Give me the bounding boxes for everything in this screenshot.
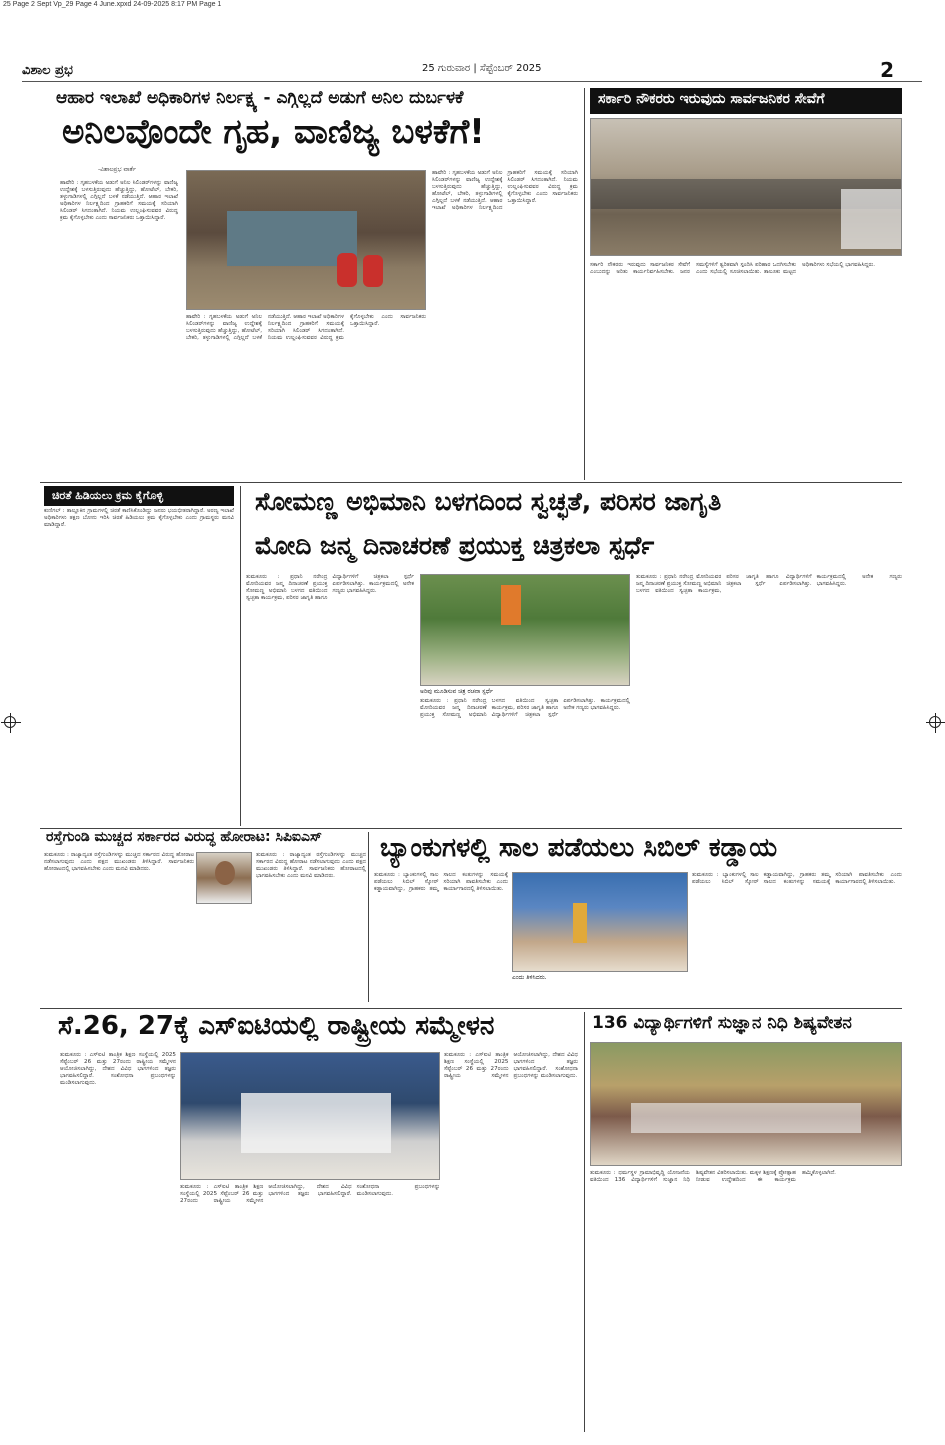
story-kicker: ಆಹಾರ ಇಲಾಖೆ ಅಧಿಕಾರಿಗಳ ನಿರ್ಲಕ್ಷ್ಯ - ಎಗ್ಗಿಲ್ಲದೆ ಅಡುಗೆ ಅನಿಲ ದುರ್ಬಳಕೆ: [56, 88, 464, 108]
story-body: ಸರ್ಕಾರಿ ನೌಕರರು ಇರುವುದು ಸಾರ್ವಜನಿಕರ ಸೇವೆಗೆ ಎಂಬುದನ್ನು ಅರಿತು ಕಾರ್ಯನಿರ್ವಹಿಸಬೇಕು. ಜನರ ಸಮಸ್ಯೆಗಳಿಗೆ ತ್ವರಿತವಾಗಿ ಸ್ಪಂದಿಸಿ ಪರಿಹಾರ ಒದಗಿಸಬೇಕು ಎಂದು ಸಭೆಯಲ್ಲಿ ಸೂಚಿಸಲಾಯಿತು. ತಾಲೂಕು ಮಟ್ಟದ ಅಧಿಕಾರಿಗಳು ಸಭೆಯಲ್ಲಿ ಭಾಗವಹಿಸಿದ್ದರು.: [590, 262, 876, 276]
story-body: ತುಮಕೂರು : ಪ್ರಧಾನಿ ನರೇಂದ್ರ ಮೋದಿಯವರ ಜನ್ಮ ದಿನಾಚರಣೆ ಪ್ರಯುಕ್ತ ಸೋಮಣ್ಣ ಅಭಿಮಾನಿ ಬಳಗದ ವತಿಯಿಂದ ಸ್ವಚ್ಛತಾ ಕಾರ್ಯಕ್ರಮ, ಪರಿಸರ ಜಾಗೃತಿ ಹಾಗೂ ವಿದ್ಯಾರ್ಥಿಗಳಿಗೆ ಚಿತ್ರಕಲಾ ಸ್ಪರ್ಧೆ ಏರ್ಪಡಿಸಲಾಗಿತ್ತು. ಕಾರ್ಯಕ್ರಮದಲ್ಲಿ ಅನೇಕ ಗಣ್ಯರು ಭಾಗವಹಿಸಿದ್ದರು.: [246, 574, 414, 602]
story-headline: ಸೆ.26, 27ಕ್ಕೆ ಎಸ್‌ಐಟಿಯಲ್ಲಿ ರಾಷ್ಟ್ರೀಯ ಸಮ್ಮೇಳನ: [58, 1011, 495, 1041]
story-body-continued: ತುಮಕೂರು : ರಾಜ್ಯಾದ್ಯಂತ ರಸ್ತೆಗುಂಡಿಗಳನ್ನು ಮುಚ್ಚದ ಸರ್ಕಾರದ ವಿರುದ್ಧ ಹೋರಾಟ ನಡೆಸಲಾಗುವುದು ಎಂದು ಪಕ್ಷದ ಮುಖಂಡರು ತಿಳಿಸಿದ್ದಾರೆ. ಸಾರ್ವಜನಿಕರು ಹೋರಾಟದಲ್ಲಿ ಭಾಗವಹಿಸಬೇಕು ಎಂದು ಮನವಿ ಮಾಡಿದರು.: [256, 852, 366, 880]
drawing-contest-photo: [420, 574, 630, 686]
photo-caption: ಅರಿವು ಮೂಡಿಸುವ ಚಿತ್ರ ರಚನಾ ಸ್ಪರ್ಧೆ: [420, 688, 493, 695]
scholarship-group-photo: [590, 1042, 902, 1166]
story-body: ತುಮಕೂರು : ಧರ್ಮಸ್ಥಳ ಗ್ರಾಮಾಭಿವೃದ್ಧಿ ಯೋಜನೆಯ ವತಿಯಿಂದ 136 ವಿದ್ಯಾರ್ಥಿಗಳಿಗೆ ಸುಜ್ಞಾನ ನಿಧಿ ಶಿಷ್ಯವೇತನ ವಿತರಿಸಲಾಯಿತು. ಮಕ್ಕಳ ಶಿಕ್ಷಣಕ್ಕೆ ಪ್ರೋತ್ಸಾಹ ನೀಡುವ ಉದ್ದೇಶದಿಂದ ಈ ಕಾರ್ಯಕ್ರಮ ಹಮ್ಮಿಕೊಳ್ಳಲಾಗಿದೆ.: [590, 1170, 836, 1184]
story-byline: -ವಿಶಾಲಪ್ರಭ ವಾರ್ತೆ: [98, 166, 136, 173]
story-headline: ರಸ್ತೆಗುಂಡಿ ಮುಚ್ಚದ ಸರ್ಕಾರದ ವಿರುದ್ಧ ಹೋರಾಟ: ಸಿಪಿಐಎಸ್: [46, 829, 322, 845]
story-body-continued: ತುಮಕೂರು : ಪ್ರಧಾನಿ ನರೇಂದ್ರ ಮೋದಿಯವರ ಜನ್ಮ ದಿನಾಚರಣೆ ಪ್ರಯುಕ್ತ ಸೋಮಣ್ಣ ಅಭಿಮಾನಿ ಬಳಗದ ವತಿಯಿಂದ ಸ್ವಚ್ಛತಾ ಕಾರ್ಯಕ್ರಮ, ಪರಿಸರ ಜಾಗೃತಿ ಹಾಗೂ ವಿದ್ಯಾರ್ಥಿಗಳಿಗೆ ಚಿತ್ರಕಲಾ ಸ್ಪರ್ಧೆ ಏರ್ಪಡಿಸಲಾಗಿತ್ತು. ಕಾರ್ಯಕ್ರಮದಲ್ಲಿ ಅನೇಕ ಗಣ್ಯರು ಭಾಗವಹಿಸಿದ್ದರು.: [420, 698, 630, 719]
story-headline: ಬ್ಯಾಂಕುಗಳಲ್ಲಿ ಸಾಲ ಪಡೆಯಲು ಸಿಬಿಲ್ ಕಡ್ಡಾಯ: [380, 833, 778, 863]
story-banner: ಸರ್ಕಾರಿ ನೌಕರರು ಇರುವುದು ಸಾರ್ವಜನಿಕರ ಸೇವೆಗೆ: [590, 88, 902, 114]
story-headline-primary: ಸೋಮಣ್ಣ ಅಭಿಮಾನಿ ಬಳಗದಿಂದ ಸ್ವಚ್ಛತೆ, ಪರಿಸರ ಜಾಗೃತಿ: [255, 487, 722, 516]
paper-name: ವಿಶಾಲ ಪ್ರಭ: [22, 63, 73, 78]
speaker-portrait: [196, 852, 252, 904]
bank-workshop-photo: [512, 872, 688, 972]
story-body: ಹಾವೇರಿ : ಗೃಹಬಳಕೆಯ ಅಡುಗೆ ಅನಿಲ ಸಿಲಿಂಡರ್‌ಗಳನ್ನು ವಾಣಿಜ್ಯ ಉದ್ದೇಶಕ್ಕೆ ಬಳಸುತ್ತಿರುವುದು ಹೆಚ್ಚುತ್ತಿದ್ದು, ಹೋಟೆಲ್, ಬೇಕರಿ, ತಳ್ಳುಗಾಡಿಗಳಲ್ಲಿ ಎಗ್ಗಿಲ್ಲದೆ ಬಳಕೆ ನಡೆಯುತ್ತಿದೆ. ಆಹಾರ ಇಲಾಖೆ ಅಧಿಕಾರಿಗಳ ನಿರ್ಲಕ್ಷ್ಯದಿಂದ ಗ್ರಾಹಕರಿಗೆ ಸಮಯಕ್ಕೆ ಸರಿಯಾಗಿ ಸಿಲಿಂಡರ್ ಸಿಗದಂತಾಗಿದೆ. ನಿಯಮ ಉಲ್ಲಂಘಿಸುವವರ ವಿರುದ್ಧ ಕ್ರಮ ಕೈಗೊಳ್ಳಬೇಕು ಎಂದು ಸಾರ್ವಜನಿಕರು ಒತ್ತಾಯಿಸಿದ್ದಾರೆ.: [60, 180, 178, 222]
registration-mark: [4, 716, 16, 728]
issue-date: 25 ಗುರುವಾರ | ಸೆಪ್ಟೆಂಬರ್ 2025: [422, 63, 542, 74]
story-body-continued: ತುಮಕೂರು : ಎಸ್‌ಐಟಿ ತಾಂತ್ರಿಕ ಶಿಕ್ಷಣ ಸಂಸ್ಥೆಯಲ್ಲಿ 2025 ಸೆಪ್ಟೆಂಬರ್ 26 ಮತ್ತು 27ರಂದು ರಾಷ್ಟ್ರೀಯ ಸಮ್ಮೇಳನ ಆಯೋಜಿಸಲಾಗಿದ್ದು, ದೇಶದ ವಿವಿಧ ಭಾಗಗಳಿಂದ ತಜ್ಞರು ಭಾಗವಹಿಸಲಿದ್ದಾರೆ. ಸಂಶೋಧನಾ ಪ್ರಬಂಧಗಳನ್ನು ಮಂಡಿಸಲಾಗುವುದು.: [180, 1184, 440, 1205]
story-banner: 136 ವಿದ್ಯಾರ್ಥಿಗಳಿಗೆ ಸುಜ್ಞಾನ ನಿಧಿ ಶಿಷ್ಯವೇತನ: [592, 1013, 852, 1033]
story-headline: ಅನಿಲವೊಂದೇ ಗೃಹ, ವಾಣಿಜ್ಯ ಬಳಕೆಗೆ!: [62, 112, 485, 152]
story-body: ತುಮಕೂರು : ಎಸ್‌ಐಟಿ ತಾಂತ್ರಿಕ ಶಿಕ್ಷಣ ಸಂಸ್ಥೆಯಲ್ಲಿ 2025 ಸೆಪ್ಟೆಂಬರ್ 26 ಮತ್ತು 27ರಂದು ರಾಷ್ಟ್ರೀಯ ಸಮ್ಮೇಳನ ಆಯೋಜಿಸಲಾಗಿದ್ದು, ದೇಶದ ವಿವಿಧ ಭಾಗಗಳಿಂದ ತಜ್ಞರು ಭಾಗವಹಿಸಲಿದ್ದಾರೆ. ಸಂಶೋಧನಾ ಪ್ರಬಂಧಗಳನ್ನು ಮಂಡಿಸಲಾಗುವುದು.: [60, 1052, 176, 1087]
story-body: ಕುಣಿಗಲ್ : ತಾಲ್ಲೂಕಿನ ಗ್ರಾಮಗಳಲ್ಲಿ ಚಿರತೆ ಕಾಣಿಸಿಕೊಂಡಿದ್ದು ಜನರು ಭಯಭೀತರಾಗಿದ್ದಾರೆ. ಅರಣ್ಯ ಇಲಾಖೆ ಅಧಿಕಾರಿಗಳು ತಕ್ಷಣ ಬೋನು ಇರಿಸಿ ಚಿರತೆ ಹಿಡಿಯಲು ಕ್ರಮ ಕೈಗೊಳ್ಳಬೇಕು ಎಂದು ಗ್ರಾಮಸ್ಥರು ಮನವಿ ಮಾಡಿದ್ದಾರೆ.: [44, 508, 234, 529]
story-body: ತುಮಕೂರು : ಬ್ಯಾಂಕುಗಳಲ್ಲಿ ಸಾಲ ಪಡೆಯಲು ಸಿಬಿಲ್ ಸ್ಕೋರ್ ಕಡ್ಡಾಯವಾಗಿದ್ದು, ಗ್ರಾಹಕರು ತಮ್ಮ ಸಾಲದ ಕಂತುಗಳನ್ನು ಸಮಯಕ್ಕೆ ಸರಿಯಾಗಿ ಪಾವತಿಸಬೇಕು ಎಂದು ಕಾರ್ಯಾಗಾರದಲ್ಲಿ ತಿಳಿಸಲಾಯಿತು.: [374, 872, 508, 893]
row-divider: [40, 482, 902, 483]
page-number: 2: [880, 58, 894, 82]
story-body-continued: ಹಾವೇರಿ : ಗೃಹಬಳಕೆಯ ಅಡುಗೆ ಅನಿಲ ಸಿಲಿಂಡರ್‌ಗಳನ್ನು ವಾಣಿಜ್ಯ ಉದ್ದೇಶಕ್ಕೆ ಬಳಸುತ್ತಿರುವುದು ಹೆಚ್ಚುತ್ತಿದ್ದು, ಹೋಟೆಲ್, ಬೇಕರಿ, ತಳ್ಳುಗಾಡಿಗಳಲ್ಲಿ ಎಗ್ಗಿಲ್ಲದೆ ಬಳಕೆ ನಡೆಯುತ್ತಿದೆ. ಆಹಾರ ಇಲಾಖೆ ಅಧಿಕಾರಿಗಳ ನಿರ್ಲಕ್ಷ್ಯದಿಂದ ಗ್ರಾಹಕರಿಗೆ ಸಮಯಕ್ಕೆ ಸರಿಯಾಗಿ ಸಿಲಿಂಡರ್ ಸಿಗದಂತಾಗಿದೆ. ನಿಯಮ ಉಲ್ಲಂಘಿಸುವವರ ವಿರುದ್ಧ ಕ್ರಮ ಕೈಗೊಳ್ಳಬೇಕು ಎಂದು ಸಾರ್ವಜನಿಕರು ಒತ್ತಾಯಿಸಿದ್ದಾರೆ.: [186, 314, 426, 342]
meeting-photo: [590, 118, 902, 256]
story-body-continued: ಹಾವೇರಿ : ಗೃಹಬಳಕೆಯ ಅಡುಗೆ ಅನಿಲ ಸಿಲಿಂಡರ್‌ಗಳನ್ನು ವಾಣಿಜ್ಯ ಉದ್ದೇಶಕ್ಕೆ ಬಳಸುತ್ತಿರುವುದು ಹೆಚ್ಚುತ್ತಿದ್ದು, ಹೋಟೆಲ್, ಬೇಕರಿ, ತಳ್ಳುಗಾಡಿಗಳಲ್ಲಿ ಎಗ್ಗಿಲ್ಲದೆ ಬಳಕೆ ನಡೆಯುತ್ತಿದೆ. ಆಹಾರ ಇಲಾಖೆ ಅಧಿಕಾರಿಗಳ ನಿರ್ಲಕ್ಷ್ಯದಿಂದ ಗ್ರಾಹಕರಿಗೆ ಸಮಯಕ್ಕೆ ಸರಿಯಾಗಿ ಸಿಲಿಂಡರ್ ಸಿಗದಂತಾಗಿದೆ. ನಿಯಮ ಉಲ್ಲಂಘಿಸುವವರ ವಿರುದ್ಧ ಕ್ರಮ ಕೈಗೊಳ್ಳಬೇಕು ಎಂದು ಸಾರ್ವಜನಿಕರು ಒತ್ತಾಯಿಸಿದ್ದಾರೆ.: [432, 170, 578, 212]
story-body-continued: ತುಮಕೂರು : ಪ್ರಧಾನಿ ನರೇಂದ್ರ ಮೋದಿಯವರ ಜನ್ಮ ದಿನಾಚರಣೆ ಪ್ರಯುಕ್ತ ಸೋಮಣ್ಣ ಅಭಿಮಾನಿ ಬಳಗದ ವತಿಯಿಂದ ಸ್ವಚ್ಛತಾ ಕಾರ್ಯಕ್ರಮ, ಪರಿಸರ ಜಾಗೃತಿ ಹಾಗೂ ವಿದ್ಯಾರ್ಥಿಗಳಿಗೆ ಚಿತ್ರಕಲಾ ಸ್ಪರ್ಧೆ ಏರ್ಪಡಿಸಲಾಗಿತ್ತು. ಕಾರ್ಯಕ್ರಮದಲ್ಲಿ ಅನೇಕ ಗಣ್ಯರು ಭಾಗವಹಿಸಿದ್ದರು.: [636, 574, 902, 595]
column-divider: [584, 88, 585, 480]
row-divider: [40, 1008, 902, 1009]
photo-caption: ಎಂದು ತಿಳಿಸಿದರು.: [512, 974, 547, 981]
story-banner: ಚಿರತೆ ಹಿಡಿಯಲು ಕ್ರಮ ಕೈಗೊಳ್ಳಿ: [44, 486, 234, 506]
print-info-strip: 25 Page 2 Sept Vp_29 Page 4 June.xpxd 24-09-2025 8:17 PM Page 1: [3, 1, 222, 8]
gas-stall-photo: [186, 170, 426, 310]
masthead: [22, 60, 922, 82]
registration-mark: [929, 716, 941, 728]
story-body-continued: ತುಮಕೂರು : ಬ್ಯಾಂಕುಗಳಲ್ಲಿ ಸಾಲ ಪಡೆಯಲು ಸಿಬಿಲ್ ಸ್ಕೋರ್ ಕಡ್ಡಾಯವಾಗಿದ್ದು, ಗ್ರಾಹಕರು ತಮ್ಮ ಸಾಲದ ಕಂತುಗಳನ್ನು ಸಮಯಕ್ಕೆ ಸರಿಯಾಗಿ ಪಾವತಿಸಬೇಕು ಎಂದು ಕಾರ್ಯಾಗಾರದಲ್ಲಿ ತಿಳಿಸಲಾಯಿತು.: [692, 872, 902, 886]
story-body-continued: ತುಮಕೂರು : ಎಸ್‌ಐಟಿ ತಾಂತ್ರಿಕ ಶಿಕ್ಷಣ ಸಂಸ್ಥೆಯಲ್ಲಿ 2025 ಸೆಪ್ಟೆಂಬರ್ 26 ಮತ್ತು 27ರಂದು ರಾಷ್ಟ್ರೀಯ ಸಮ್ಮೇಳನ ಆಯೋಜಿಸಲಾಗಿದ್ದು, ದೇಶದ ವಿವಿಧ ಭಾಗಗಳಿಂದ ತಜ್ಞರು ಭಾಗವಹಿಸಲಿದ್ದಾರೆ. ಸಂಶೋಧನಾ ಪ್ರಬಂಧಗಳನ್ನು ಮಂಡಿಸಲಾಗುವುದು.: [444, 1052, 578, 1080]
story-headline-secondary: ಮೋದಿ ಜನ್ಮ ದಿನಾಚರಣೆ ಪ್ರಯುಕ್ತ ಚಿತ್ರಕಲಾ ಸ್ಪರ್ಧೆ: [255, 531, 655, 560]
story-body: ತುಮಕೂರು : ರಾಜ್ಯಾದ್ಯಂತ ರಸ್ತೆಗುಂಡಿಗಳನ್ನು ಮುಚ್ಚದ ಸರ್ಕಾರದ ವಿರುದ್ಧ ಹೋರಾಟ ನಡೆಸಲಾಗುವುದು ಎಂದು ಪಕ್ಷದ ಮುಖಂಡರು ತಿಳಿಸಿದ್ದಾರೆ. ಸಾರ್ವಜನಿಕರು ಹೋರಾಟದಲ್ಲಿ ಭಾಗವಹಿಸಬೇಕು ಎಂದು ಮನವಿ ಮಾಡಿದರು.: [44, 852, 194, 873]
conference-launch-photo: [180, 1052, 440, 1180]
column-divider: [368, 832, 369, 1002]
column-divider: [240, 486, 241, 826]
column-divider: [584, 1012, 585, 1432]
